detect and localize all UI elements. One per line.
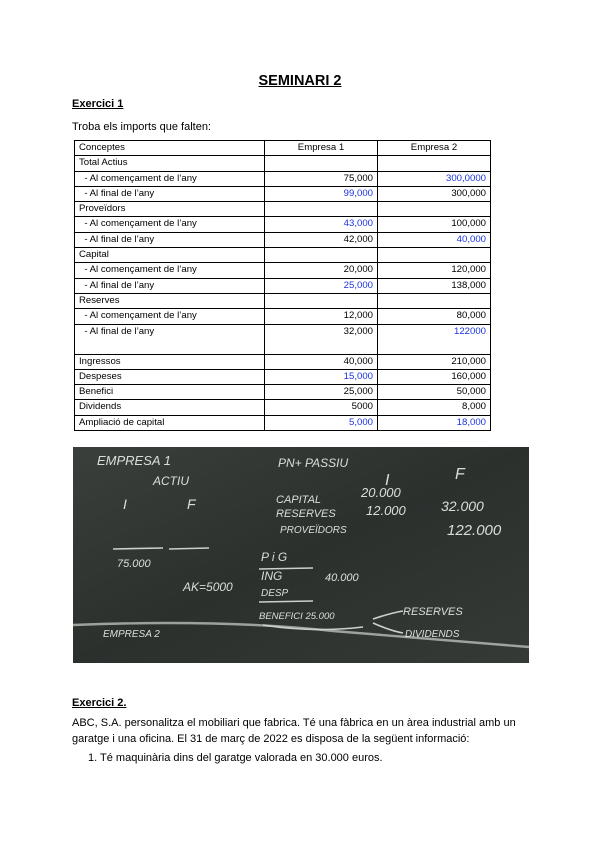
cell-empresa1	[265, 202, 378, 217]
chalk-pig: P i G	[261, 550, 288, 564]
chalk-122000: 122.000	[447, 522, 502, 539]
chalk-reserves: RESERVES	[276, 508, 336, 520]
cell-empresa2: 210,000	[378, 354, 491, 369]
chalk-line	[113, 548, 163, 549]
exercise2-paragraph-line2: garatge i una oficina. El 31 de març de 2022 es disposa de la següent informació:	[72, 733, 470, 745]
row-label: Benefici	[75, 385, 265, 400]
cell-empresa2	[378, 293, 491, 308]
chalk-ak: AK=5000	[183, 580, 233, 594]
row-label: - Al final de l’any	[75, 232, 265, 247]
table-row	[75, 369, 491, 384]
cell-empresa2: 138,000	[378, 278, 491, 293]
chalk-dividends: DIVIDENDS	[405, 629, 460, 640]
cell-empresa2: 40,000	[378, 232, 491, 247]
cell-empresa1: 75,000	[265, 171, 378, 186]
blackboard-drawing	[73, 447, 529, 663]
table-row	[75, 248, 491, 263]
exercise1-heading: Exercici 1	[72, 98, 124, 110]
cell-empresa1: 42,000	[265, 232, 378, 247]
table-row	[75, 354, 491, 369]
row-label: - Al final de l’any	[75, 278, 265, 293]
cell-empresa1: 25,000	[265, 278, 378, 293]
table-row	[75, 324, 491, 354]
table-row	[75, 309, 491, 324]
chalk-ing: ING	[261, 569, 283, 583]
exercise1-instruction: Troba els imports que falten:	[72, 121, 211, 133]
chalk-reserves-val: 12.000	[366, 503, 406, 518]
chalk-empresa1: EMPRESA 1	[97, 453, 171, 468]
header-empresa2: Empresa 2	[378, 141, 491, 156]
cell-empresa1: 40,000	[265, 354, 378, 369]
table-row	[75, 232, 491, 247]
cell-empresa1: 5000	[265, 400, 378, 415]
cell-empresa1: 20,000	[265, 263, 378, 278]
chalk-line	[259, 601, 313, 602]
row-label: - Al final de l’any	[75, 324, 265, 354]
chalk-reserves2: RESERVES	[403, 606, 463, 618]
row-label: Ingressos	[75, 354, 265, 369]
cell-empresa2: 8,000	[378, 400, 491, 415]
row-label: Dividends	[75, 400, 265, 415]
table-row	[75, 202, 491, 217]
row-label: Reserves	[75, 293, 265, 308]
cell-empresa2	[378, 156, 491, 171]
chalk-i-right: I	[385, 472, 390, 489]
cell-empresa2: 300,0000	[378, 171, 491, 186]
row-label: Proveïdors	[75, 202, 265, 217]
chalk-actiu: ACTIU	[153, 474, 189, 488]
chalk-f-right: F	[455, 466, 465, 483]
exercise2-paragraph-line1: ABC, S.A. personalitza el mobiliari que fabrica. Té una fàbrica en un àrea industrial amb un	[72, 717, 516, 729]
row-label: - Al començament de l’any	[75, 309, 265, 324]
chalk-desp: DESP	[261, 588, 289, 599]
table-row	[75, 186, 491, 201]
table-row	[75, 156, 491, 171]
cell-empresa2: 120,000	[378, 263, 491, 278]
chalk-i-left: I	[123, 496, 127, 512]
row-label: - Al final de l’any	[75, 186, 265, 201]
table-row	[75, 400, 491, 415]
table-row	[75, 263, 491, 278]
chalk-empresa2: EMPRESA 2	[103, 629, 160, 640]
cell-empresa1: 43,000	[265, 217, 378, 232]
exercise2-heading: Exercici 2.	[72, 697, 127, 709]
cell-empresa1	[265, 248, 378, 263]
chalk-line	[259, 568, 313, 569]
row-label: Total Actius	[75, 156, 265, 171]
cell-empresa1: 12,000	[265, 309, 378, 324]
cell-empresa2: 50,000	[378, 385, 491, 400]
cell-empresa1: 25,000	[265, 385, 378, 400]
row-label: Despeses	[75, 369, 265, 384]
cell-empresa2: 100,000	[378, 217, 491, 232]
chalk-capital-val: 20.000	[361, 485, 401, 500]
row-label: Ampliació de capital	[75, 415, 265, 430]
table-row	[75, 293, 491, 308]
table-row	[75, 278, 491, 293]
page-title: SEMINARI 2	[258, 73, 342, 89]
row-label: - Al començament de l’any	[75, 263, 265, 278]
chalk-ing-val: 40.000	[325, 572, 359, 584]
chalk-pn-passiu: PN+ PASSIU	[278, 456, 349, 470]
table-row	[75, 217, 491, 232]
cell-empresa2: 122000	[378, 324, 491, 354]
table-header-row	[75, 141, 491, 156]
blackboard-photo	[73, 447, 529, 663]
cell-empresa1: 5,000	[265, 415, 378, 430]
chalk-proveidors: PROVEÏDORS	[280, 525, 347, 536]
row-label: - Al començament de l’any	[75, 217, 265, 232]
chalk-75000: 75.000	[117, 558, 151, 570]
cell-empresa1: 32,000	[265, 324, 378, 354]
cell-empresa2: 80,000	[378, 309, 491, 324]
cell-empresa2	[378, 202, 491, 217]
cell-empresa1: 15,000	[265, 369, 378, 384]
table-row	[75, 171, 491, 186]
chalk-capital: CAPITAL	[276, 494, 322, 506]
cell-empresa2	[378, 248, 491, 263]
cell-empresa1	[265, 156, 378, 171]
chalk-line	[169, 548, 209, 549]
header-empresa1: Empresa 1	[265, 141, 378, 156]
chalk-reserves-f: 32.000	[441, 498, 484, 514]
cell-empresa1: 99,000	[265, 186, 378, 201]
row-label: Capital	[75, 248, 265, 263]
cell-empresa2: 300,000	[378, 186, 491, 201]
table-row	[75, 385, 491, 400]
chalk-benefici: BENEFICI 25.000	[259, 611, 335, 622]
list-item: 1. Té maquinària dins del garatge valorada en 30.000 euros.	[88, 752, 383, 764]
chalk-f-left: F	[187, 496, 196, 512]
table-row	[75, 415, 491, 430]
row-label: - Al començament de l’any	[75, 171, 265, 186]
header-conceptes: Conceptes	[75, 141, 265, 156]
amounts-table	[74, 140, 491, 431]
cell-empresa1	[265, 293, 378, 308]
cell-empresa2: 160,000	[378, 369, 491, 384]
cell-empresa2: 18,000	[378, 415, 491, 430]
